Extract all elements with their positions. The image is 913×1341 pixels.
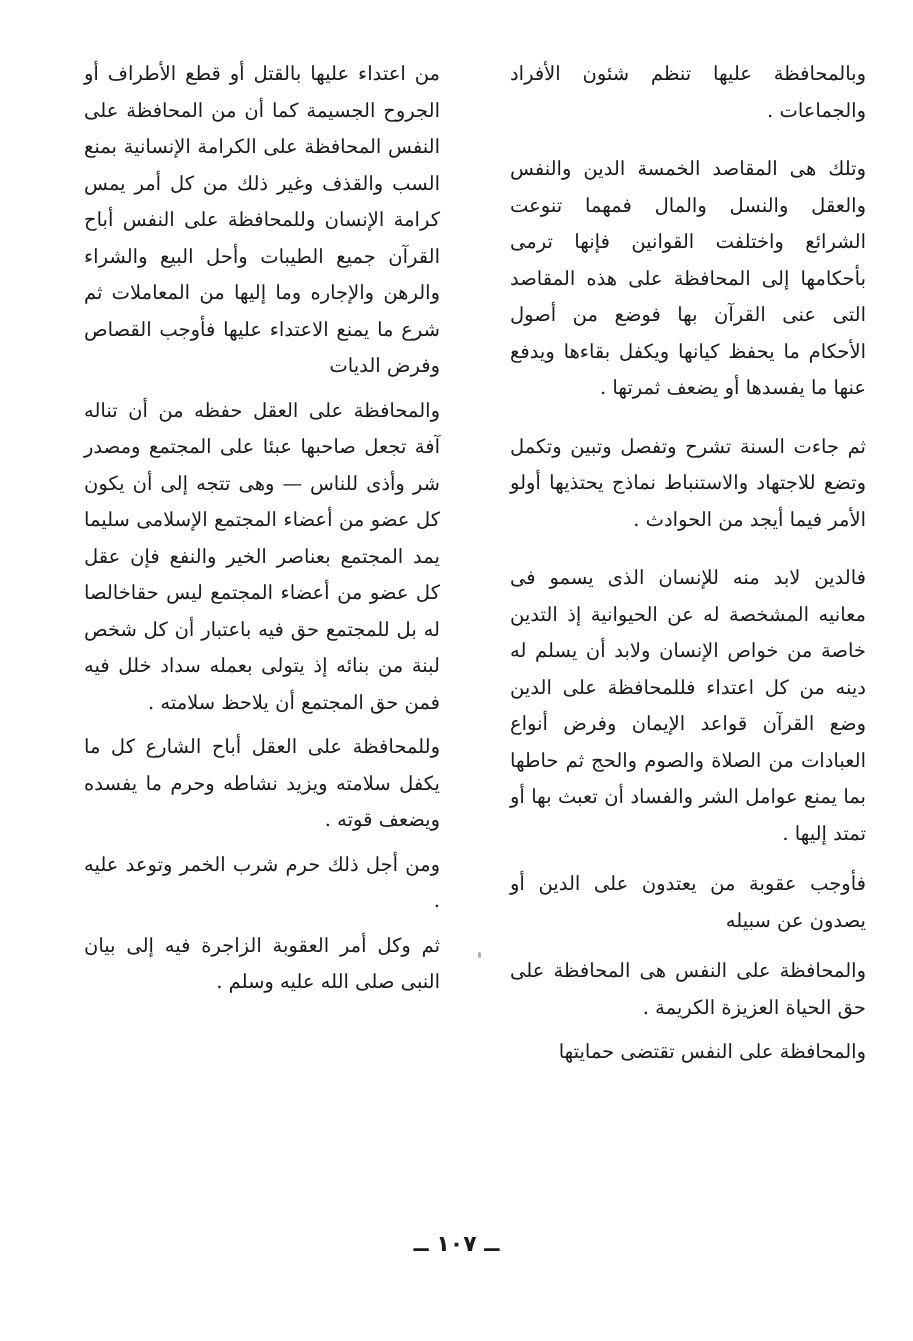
paragraph: والمحافظة على النفس هى المحافظة على حق الحياة العزيزة الكريمة . (510, 959, 866, 1019)
right-column (510, 56, 866, 1071)
paragraph: فأوجب عقوبة من يعتدون على الدين أو يصدون عن سبيله (510, 872, 866, 932)
paragraph: والمحافظة على العقل حفظه من أن تناله آفة تجعل صاحبها عبئا على المجتمع ومصدر شر وأذى للناس — وهى تتجه إلى أن يكون كل عضو من أعضاء المجتمع الإسلامى سليما يمد المجتمع بعناصر الخير والنفع فإن عقل كل عضو من أعضاء المجتمع ليس حقاخالصا له بل للمجتمع حق فيه باعتبار أن كل شخص لبنة من بنائه إذ يتولى بعمله سداد خلل فيه فمن حق المجتمع أن يلاحظ سلامته . (84, 398, 440, 714)
paragraph: فالدين لابد منه للإنسان الذى يسمو فى معانيه المشخصة له عن الحيوانية إذ التدين خاصة من خواص الإنسان ولابد أن يسلم له دينه من كل اعتداء فللمحافظة على الدين وضع القرآن قواعد الإيمان وفرض أنواع العبادات من الصلاة والصوم والحج ثم حاطها بما يمنع عوامل الشر والفساد أن تعبث بها أو تمتد إليها . (510, 566, 866, 845)
paragraph: والمحافظة على النفس تقتضى حمايتها (558, 1040, 866, 1063)
paragraph: وتلك هى المقاصد الخمسة الدين والنفس والعقل والنسل والمال فمهما تنوعت الشرائع واختلفت القوانين فإنها ترمى بأحكامها إلى المحافظة على هذه المقاصد التى عنى القرآن بها فوضع من أصول الأحكام ما يحفظ كيانها ويكفل بقاءها ويدفع عنها ما يفسدها أو يضعف ثمرتها . (510, 157, 866, 399)
ink-speck (478, 952, 481, 958)
paragraph: ثم جاءت السنة تشرح وتفصل وتبين وتكمل وتضع للاجتهاد والاستنباط نماذج يحتذيها أولو الأمر فيما أيجد من الحوادث . (510, 434, 866, 531)
page-number: ــ ١٠٧ ــ (413, 1232, 500, 1257)
paragraph: وللمحافظة على العقل أباح الشارع كل ما يكفل سلامته ويزيد نشاطه وحرم ما يفسده ويضعف قوته . (84, 735, 440, 831)
paragraph: ومن أجل ذلك حرم شرب الخمر وتوعد عليه . (84, 852, 440, 912)
paragraph: ثم وكل أمر العقوبة الزاجرة فيه إلى بيان النبى صلى الله عليه وسلم . (84, 933, 440, 993)
paragraph: من اعتداء عليها بالقتل أو قطع الأطراف أو الجروح الجسيمة كما أن من المحافظة على النفس المحافظة على الكرامة الإنسانية بمنع السب والقذف وغير ذلك من كل أمر يمس كرامة الإنسان وللمحافظة على النفس أباح القرآن جميع الطيبات وأحل البيع والشراء والرهن والإجاره وما إليها من المعاملات ثم شرع ما يمنع الاعتداء عليها فأوجب القصاص وفرض الديات (84, 62, 440, 377)
left-column (84, 56, 440, 1001)
paragraph: وبالمحافظة عليها تنظم شئون الأفراد والجماعات . (510, 62, 866, 122)
